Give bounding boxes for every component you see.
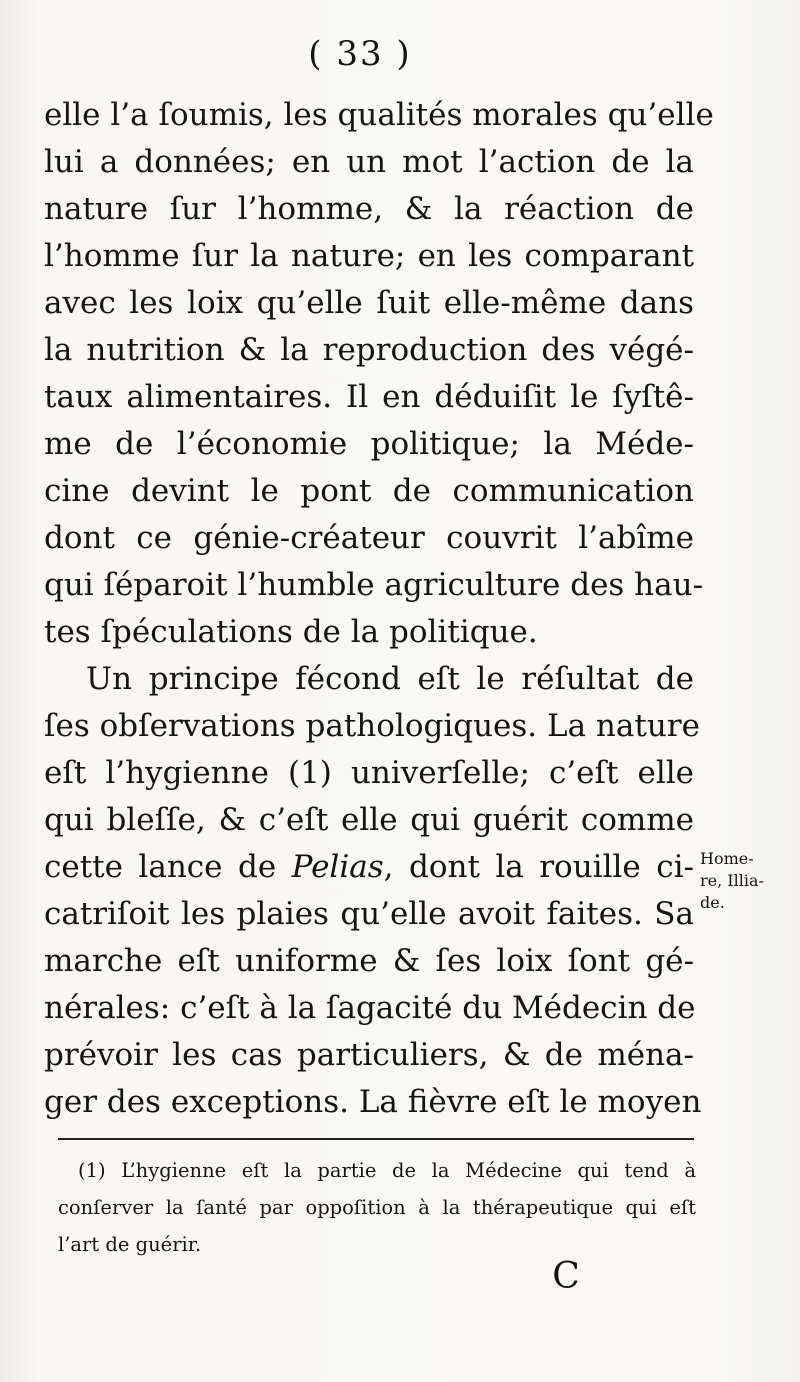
text-line: cette lance de Pelias, dont la rouille ci-	[44, 849, 694, 885]
text-line: cine devint le pont de communication	[44, 473, 694, 509]
margin-note	[700, 848, 796, 914]
text-line: qui ſéparoit l’humble agriculture des hau-	[44, 567, 704, 603]
text-line: Un principe fécond eſt le réſultat de	[86, 661, 694, 697]
text-line: nature ſur l’homme, & la réaction de	[44, 191, 694, 227]
text-line: l’homme ſur la nature; en les comparant	[44, 238, 694, 274]
text-line: ſes obſervations pathologiques. La nature	[44, 708, 700, 744]
text-line: ger des exceptions. La fièvre eſt le moyen	[44, 1084, 702, 1120]
text-line: taux alimentaires. Il en déduiſit le ſyſtê-	[44, 379, 694, 415]
margin-note-line: re, Illia-	[700, 871, 764, 890]
signature-mark: C	[552, 1256, 580, 1297]
text-line: marche eſt uniforme & ſes loix ſont gé-	[44, 943, 694, 979]
text-line: elle l’a ſoumis, les qualités morales qu’elle	[44, 97, 714, 133]
text-line: catriſoit les plaies qu’elle avoit faites. Sa	[44, 896, 694, 932]
text-line: lui a données; en un mot l’action de la	[44, 144, 694, 180]
text-line: dont ce génie-créateur couvrit l’abîme	[44, 520, 694, 556]
text-line: nérales: c’eſt à la ſagacité du Médecin de	[44, 990, 696, 1026]
text-line: prévoir les cas particuliers, & de ména-	[44, 1037, 694, 1073]
body-text	[44, 92, 714, 1126]
footnote-rule	[58, 1138, 694, 1140]
footnote-line: (1) L’hygienne eſt la partie de la Médecine qui tend à	[78, 1159, 696, 1182]
text-line: tes ſpéculations de la politique.	[44, 614, 538, 650]
text-line: qui bleſſe, & c’eſt elle qui guérit comme	[44, 802, 694, 838]
footnote-line: conſerver la ſanté par oppoſition à la thérapeutique qui eſt	[58, 1196, 696, 1219]
footnote-line: l’art de guérir.	[58, 1233, 202, 1256]
margin-note-line: de.	[700, 893, 725, 912]
page-number: ( 33 )	[308, 34, 412, 74]
margin-note-line: Home-	[700, 849, 754, 868]
footnote	[58, 1152, 696, 1263]
text-line: avec les loix qu’elle ſuit elle-même dans	[44, 285, 694, 321]
italic-name: Pelias	[291, 849, 384, 885]
text-line: la nutrition & la reproduction des végé-	[44, 332, 694, 368]
text-line: eſt l’hygienne (1) univerſelle; c’eſt elle	[44, 755, 694, 791]
text-line: me de l’économie politique; la Méde-	[44, 426, 694, 462]
